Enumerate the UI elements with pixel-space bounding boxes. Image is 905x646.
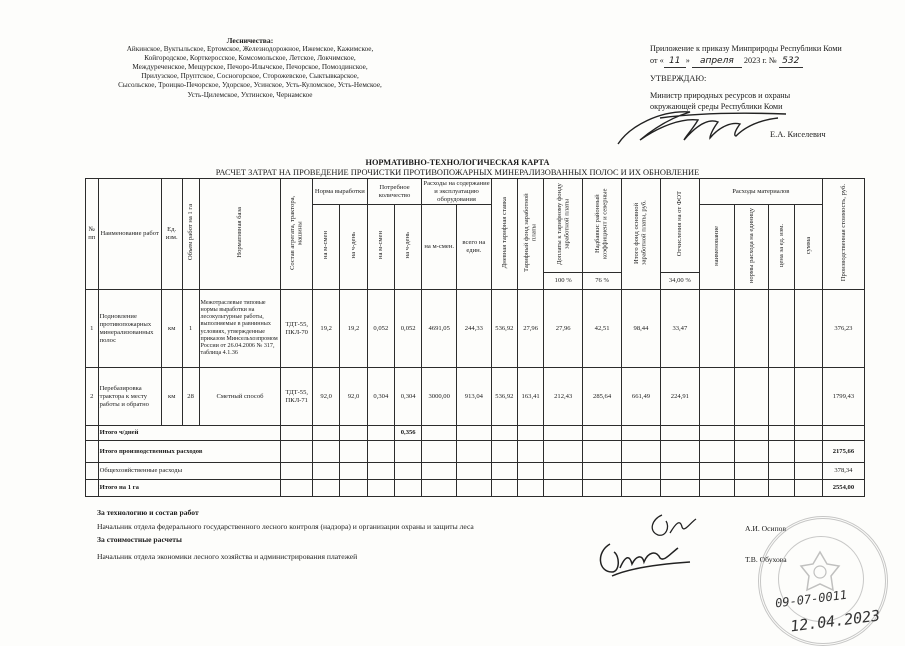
row-exp-unit: 913,04	[457, 368, 492, 426]
row-num: 2	[86, 368, 99, 426]
row-norm-man: 19,2	[340, 290, 367, 368]
header-pct-bonus: 100 %	[544, 273, 583, 290]
row-north: 285,64	[583, 368, 622, 426]
total-general-row	[86, 463, 865, 480]
row-num: 1	[86, 290, 99, 368]
row-day-rate: 536,92	[491, 290, 517, 368]
table-row	[86, 290, 865, 368]
row-machine: ТДТ-55, ПКЛ-70	[281, 290, 313, 368]
row-exp-shift: 4691,05	[422, 290, 457, 368]
row-tariff-fund: 163,41	[517, 368, 543, 426]
row-machine: ТДТ-55, ПКЛ-71	[281, 368, 313, 426]
row-exp-unit: 244,33	[457, 290, 492, 368]
forestry-line: Междуреченское, Мещурское, Печоро-Илычское, Печорское, Помоздинское,	[132, 63, 368, 72]
row-bonus: 27,96	[544, 290, 583, 368]
forestry-line: Прилузское, Пруптское, Сосногорское, Сторожевское, Сыктывкарское,	[141, 72, 359, 81]
header-volume: Объем работ на 1 га	[182, 179, 199, 290]
total-prod-label: Итого производственных расходов	[98, 441, 281, 463]
header-per-unit: всего на един.	[457, 205, 492, 290]
forestry-line: Айкинское, Вуктыльское, Ертомское, Железнодорожное, Ижемское, Кажимское,	[126, 45, 374, 54]
row-mat-sum	[795, 368, 822, 426]
minister-line-1: Министр природных ресурсов и охраны	[650, 90, 791, 100]
header-unit: Ед. изм.	[161, 179, 182, 290]
appendix-month: апреля	[692, 56, 742, 69]
row-need-machine: 0,304	[367, 368, 394, 426]
row-need-man: 0,304	[395, 368, 422, 426]
row-volume: 1	[182, 290, 199, 368]
cost-table	[85, 178, 865, 497]
header-deduct: Отчисления на от ФОТ	[660, 179, 699, 273]
row-need-man: 0,052	[395, 290, 422, 368]
row-exp-shift: 3000,00	[422, 368, 457, 426]
row-tariff-fund: 27,96	[517, 290, 543, 368]
header-norm-base: Нормативная база	[199, 179, 281, 290]
minister-line-2: окружающей среды Республики Коми	[650, 102, 783, 111]
header-total-fund: Итого фонд основной заработной платы, руб.	[622, 179, 661, 290]
row-work: Перебазировка трактора к месту работы и обратно	[98, 368, 161, 426]
row-norm-machine: 92,0	[313, 368, 340, 426]
table-row	[86, 368, 865, 426]
appendix-date-line	[650, 55, 895, 69]
row-day-rate: 536,92	[491, 368, 517, 426]
row-norm-base: Сметный способ	[199, 368, 281, 426]
appendix-number: 532	[779, 56, 803, 69]
title-main: НОРМАТИВНО-ТЕХНОЛОГИЧЕСКАЯ КАРТА	[365, 158, 550, 167]
total-general-value: 378,34	[822, 463, 864, 480]
header-cost: Производственная стоимость, руб.	[822, 179, 864, 290]
approve-title: УТВЕРЖДАЮ:	[650, 74, 707, 83]
handwritten-code: 09-07-0011	[774, 587, 848, 611]
tech-title: За технологию и состав работ	[97, 508, 199, 517]
row-mat-name	[699, 368, 734, 426]
forestry-line: Усть-Цилемское, Ухтинское, Чернамское	[187, 90, 313, 99]
forestry-line: Койгородское, Корткеросское, Комсомольское, Летское, Локчимское,	[144, 54, 356, 63]
row-mat-price	[769, 368, 795, 426]
total-ch-row	[86, 426, 865, 441]
row-mat-norm	[734, 290, 769, 368]
header-per-man: на ч-день	[340, 205, 367, 290]
total-ch-value: 0,356	[395, 426, 422, 441]
tech-name: А.И. Осипов	[745, 524, 787, 533]
appendix-line: Приложение к приказу Минприроды Республики Коми	[650, 44, 842, 53]
row-bonus: 212,43	[544, 368, 583, 426]
row-volume: 28	[182, 368, 199, 426]
row-norm-man: 92,0	[340, 368, 367, 426]
header-pct-north: 76 %	[583, 273, 622, 290]
row-cost: 376,23	[822, 290, 864, 368]
forestry-title: Лесничества:	[226, 36, 274, 45]
appendix-mid: »	[685, 55, 690, 65]
forestry-line: Сысольское, Троицко-Печорское, Удорское, Усинское, Усть-Куломское, Усть-Немское,	[118, 81, 382, 90]
total-ch-label: Итого ч/дней	[98, 426, 281, 441]
appendix-year: 2023 г. №	[743, 55, 777, 65]
handwritten-date: 12.04.2023	[789, 606, 882, 636]
header-materials: Расходы материалов	[699, 179, 822, 205]
cost-person: Начальник отдела экономики лесного хозяйства и администрирования платежей	[97, 552, 358, 561]
total-prod-value: 2175,66	[822, 441, 864, 463]
header-num: № пп	[86, 179, 99, 290]
row-need-machine: 0,052	[367, 290, 394, 368]
header-tariff-fund: Тарифный фонд заработной платы	[517, 179, 543, 290]
header-day-rate: Дневная тарифная ставка	[491, 179, 517, 290]
row-work: Подновление противопожарных минерализованных полос	[98, 290, 161, 368]
tech-person: Начальник отдела федерального государственного лесного контроля (надзора) и организации охраны и защиты леса	[97, 522, 474, 531]
row-deduct: 33,47	[660, 290, 699, 368]
row-north: 42,51	[583, 290, 622, 368]
header-norm-output: Норма выработки	[313, 179, 368, 205]
row-unit: км	[161, 290, 182, 368]
forestry-list	[85, 36, 415, 100]
row-norm-base: Межотраслевые типовые нормы выработки на лесокультурные работы, выполняемые в равнинных условиях, утвержденные приказом Минсельхозпромом России от 26.04.2006 № 317, таблица 4.1.36	[199, 290, 281, 368]
row-norm-machine: 19,2	[313, 290, 340, 368]
row-mat-price	[769, 290, 795, 368]
header-mat-norm: нормы расхода на единицу	[734, 205, 769, 290]
header-pct-deduct: 34,00 %	[660, 273, 699, 290]
minister-signature	[600, 96, 800, 156]
row-mat-norm	[734, 368, 769, 426]
header-expenses: Расходы на содержание и эксплуатацию оборудования	[423, 179, 490, 203]
total-prod-row	[86, 441, 865, 463]
row-deduct: 224,91	[660, 368, 699, 426]
row-mat-name	[699, 290, 734, 368]
header-need-machine: на м-смен	[367, 205, 394, 290]
header-need-man: на ч-день	[395, 205, 422, 290]
signer-name: Е.А. Киселевич	[770, 129, 826, 139]
total-general-label: Общехозяйственные расходы	[98, 463, 281, 480]
row-total-fund: 98,44	[622, 290, 661, 368]
header-need: Потребное количество	[367, 179, 422, 205]
cost-title: За стоимостные расчеты	[97, 535, 182, 544]
appendix-from: от «	[650, 55, 664, 65]
total-ha-label: Итого на 1 га	[98, 480, 281, 497]
row-total-fund: 661,49	[622, 368, 661, 426]
header-mat-name: наименование	[699, 205, 734, 290]
header-machine: Состав агрегата, трактора, машины	[281, 179, 313, 290]
obukhova-signature	[590, 532, 700, 582]
header-work: Наименование работ	[98, 179, 161, 290]
total-ha-row	[86, 480, 865, 497]
header-per-shift: на м-смен.	[422, 205, 457, 290]
title-sub: РАСЧЕТ ЗАТРАТ НА ПРОВЕДЕНИЕ ПРОЧИСТКИ ПРОТИВОПОЖАРНЫХ МИНЕРАЛИЗОВАННЫХ ПОЛОС И ИХ ОБНОВЛЕНИЕ	[215, 168, 700, 178]
header-per-machine: на м-смен	[313, 205, 340, 290]
header-mat-sum: сумма	[795, 205, 822, 290]
header-north: Надбавки: районный коэффициент и северные	[583, 179, 622, 273]
cost-name: Т.В. Обухова	[745, 555, 787, 564]
document-title	[150, 158, 765, 178]
appendix-day: 11	[664, 56, 686, 69]
header-bonus: Доплаты к тарифному фонду заработной платы	[544, 179, 583, 273]
row-cost: 1799,43	[822, 368, 864, 426]
row-mat-sum	[795, 290, 822, 368]
row-unit: км	[161, 368, 182, 426]
total-ha-value: 2554,00	[822, 480, 864, 497]
header-mat-price: цена за ед. изм.	[769, 205, 795, 290]
